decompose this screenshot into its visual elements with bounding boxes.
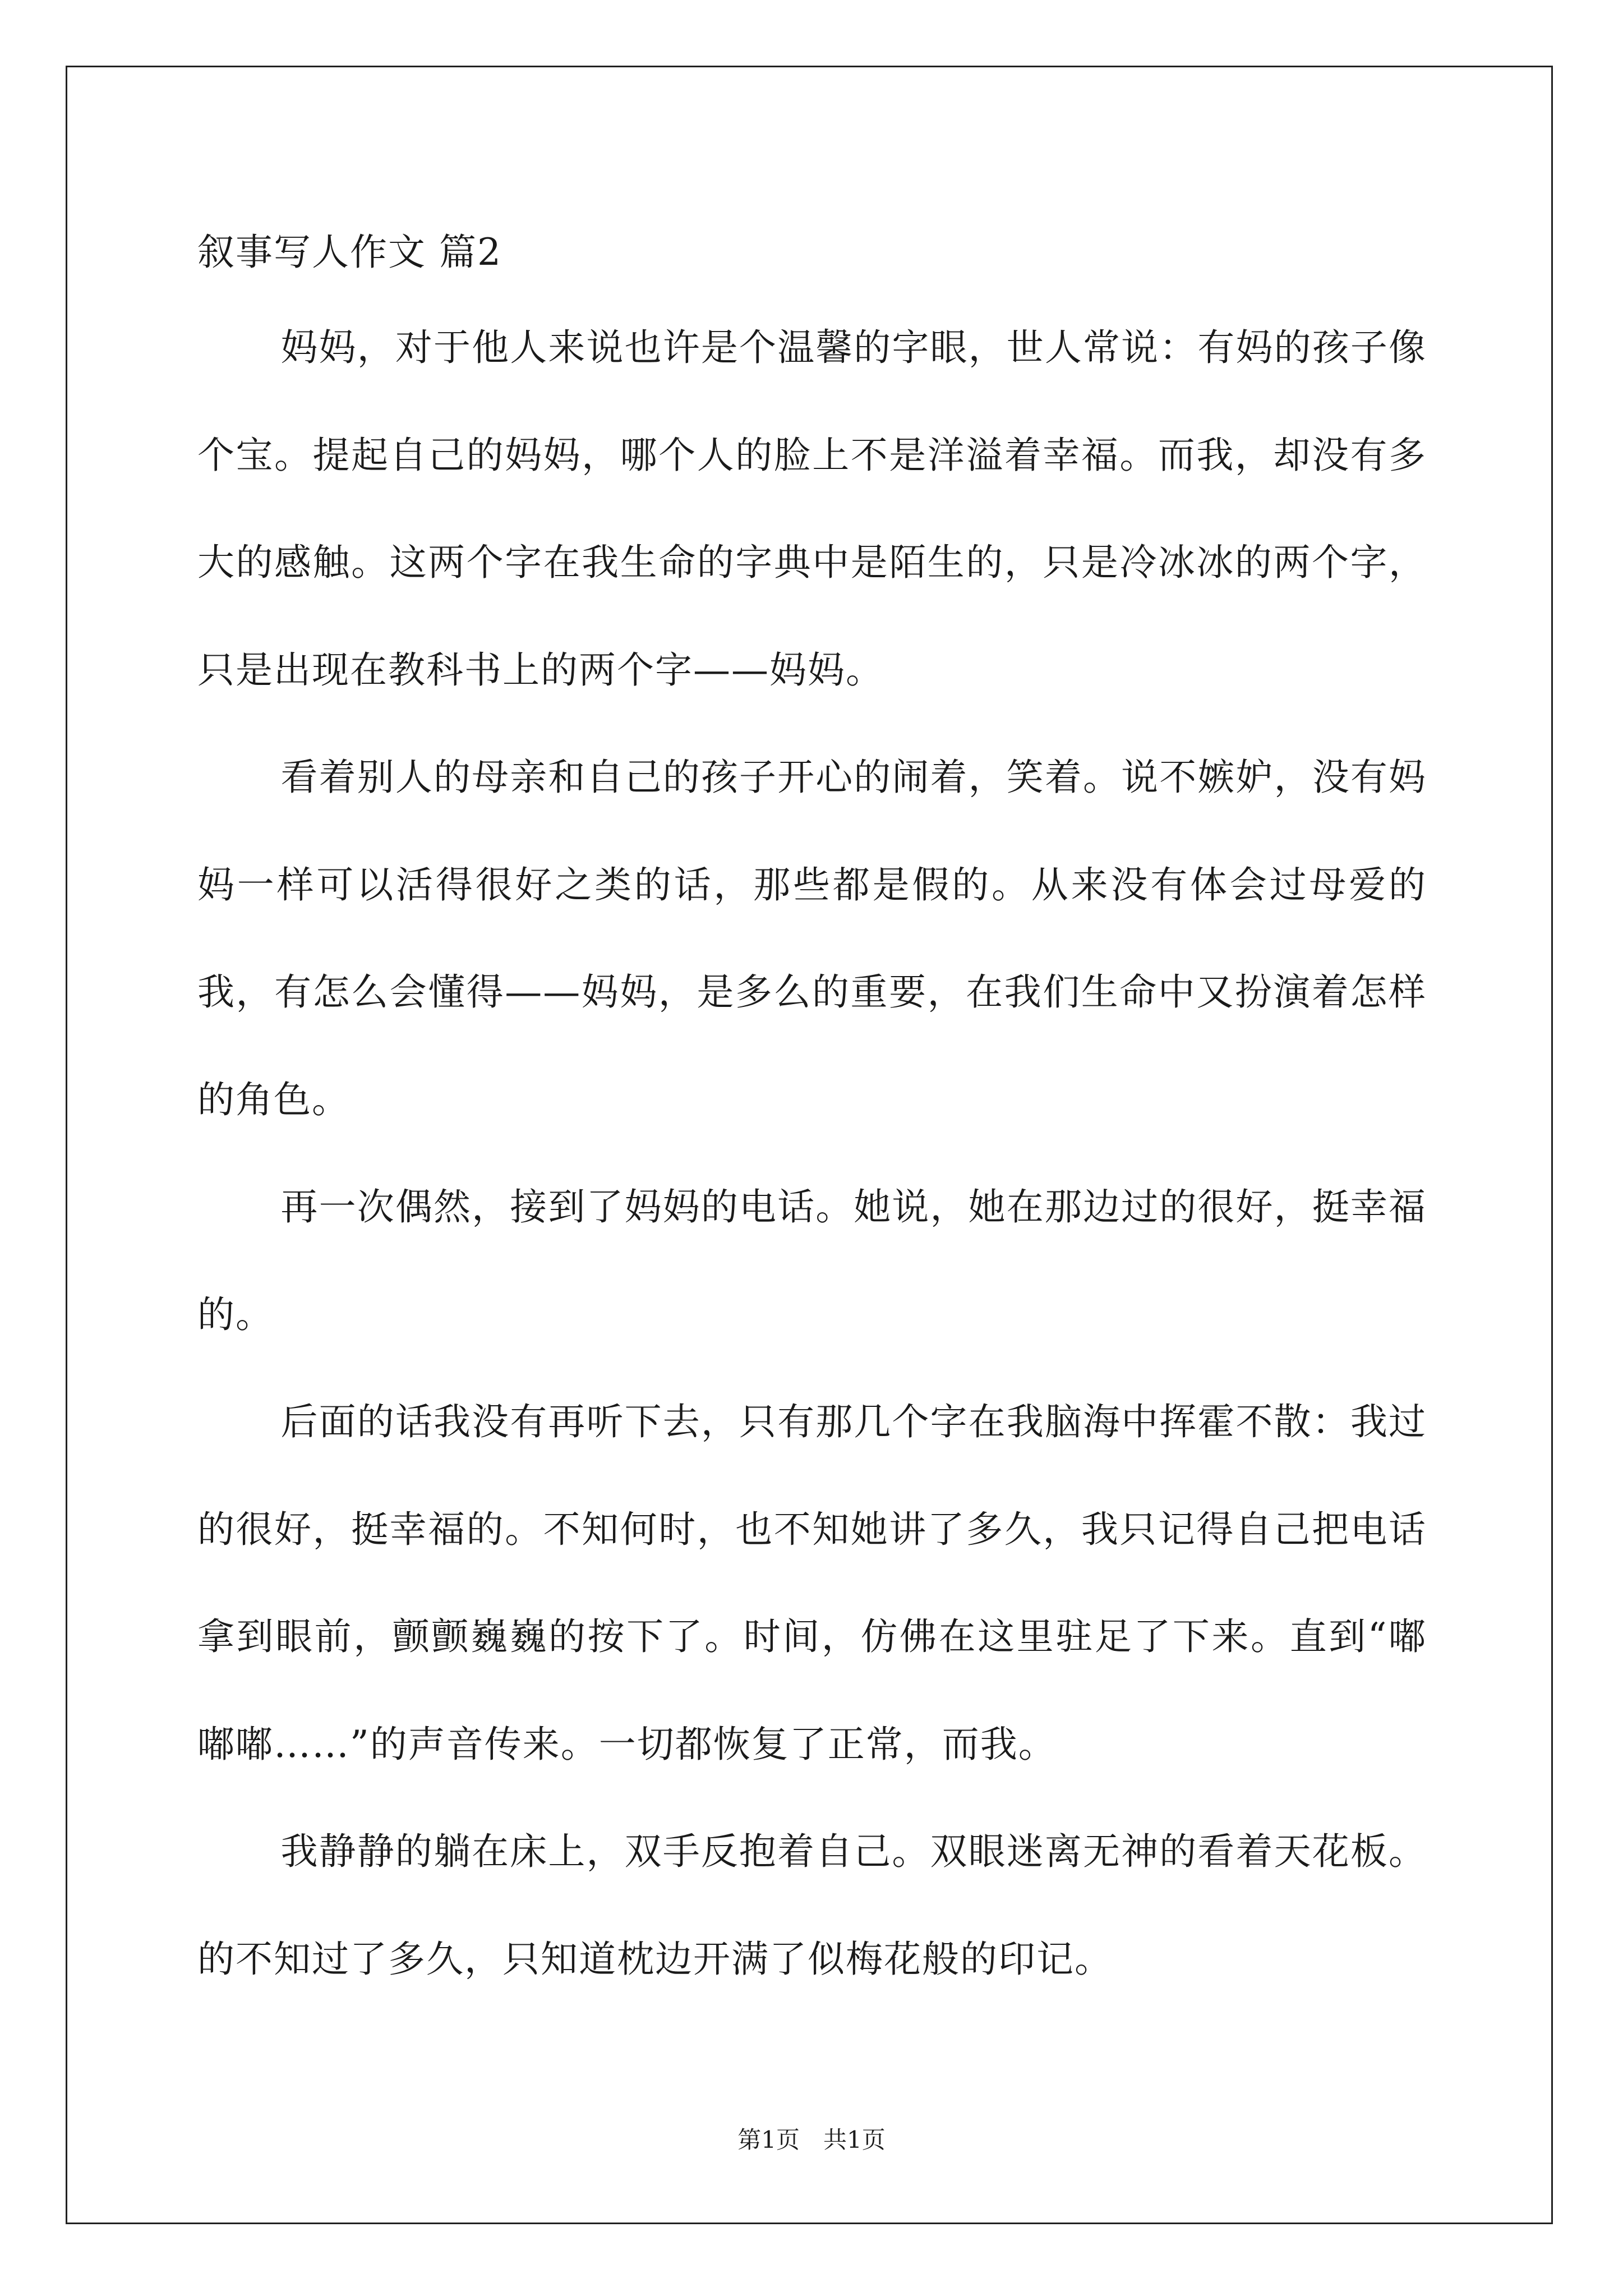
document-body <box>197 219 1427 2013</box>
paragraph: 后面的话我没有再听下去，只有那几个字在我脑海中挥霍不散：我过的很好，挺幸福的。不知何时，也不知她讲了多久，我只记得自己把电话拿到眼前，颤颤巍巍的按下了。时间，仿佛在这里驻足了下来。直到“嘟嘟嘟……”的声音传来。一切都恢复了正常，而我。 <box>197 1400 1427 1766</box>
page-footer: 第1页 共1页 <box>737 2126 886 2154</box>
document-title: 叙事写人作文 篇2 <box>197 231 502 274</box>
paragraph: 我静静的躺在床上，双手反抱着自己。双眼迷离无神的看着天花板。的不知过了多久，只知道枕边开满了似梅花般的印记。 <box>197 1830 1427 1981</box>
paragraph: 看着别人的母亲和自己的孩子开心的闹着，笑着。说不嫉妒，没有妈妈一样可以活得很好之类的话，那些都是假的。从来没有体会过母爱的我，有怎么会懂得——妈妈，是多么的重要，在我们生命中又扮演着怎样的角色。 <box>197 756 1427 1121</box>
paragraph: 再一次偶然，接到了妈妈的电话。她说，她在那边过的很好，挺幸福的。 <box>197 1185 1427 1336</box>
paragraph: 妈妈，对于他人来说也许是个温馨的字眼，世人常说：有妈的孩子像个宝。提起自己的妈妈，哪个人的脸上不是洋溢着幸福。而我，却没有多大的感触。这两个字在我生命的字典中是陌生的，只是冷冰冰的两个字，只是出现在教科书上的两个字——妈妈。 <box>197 326 1427 692</box>
